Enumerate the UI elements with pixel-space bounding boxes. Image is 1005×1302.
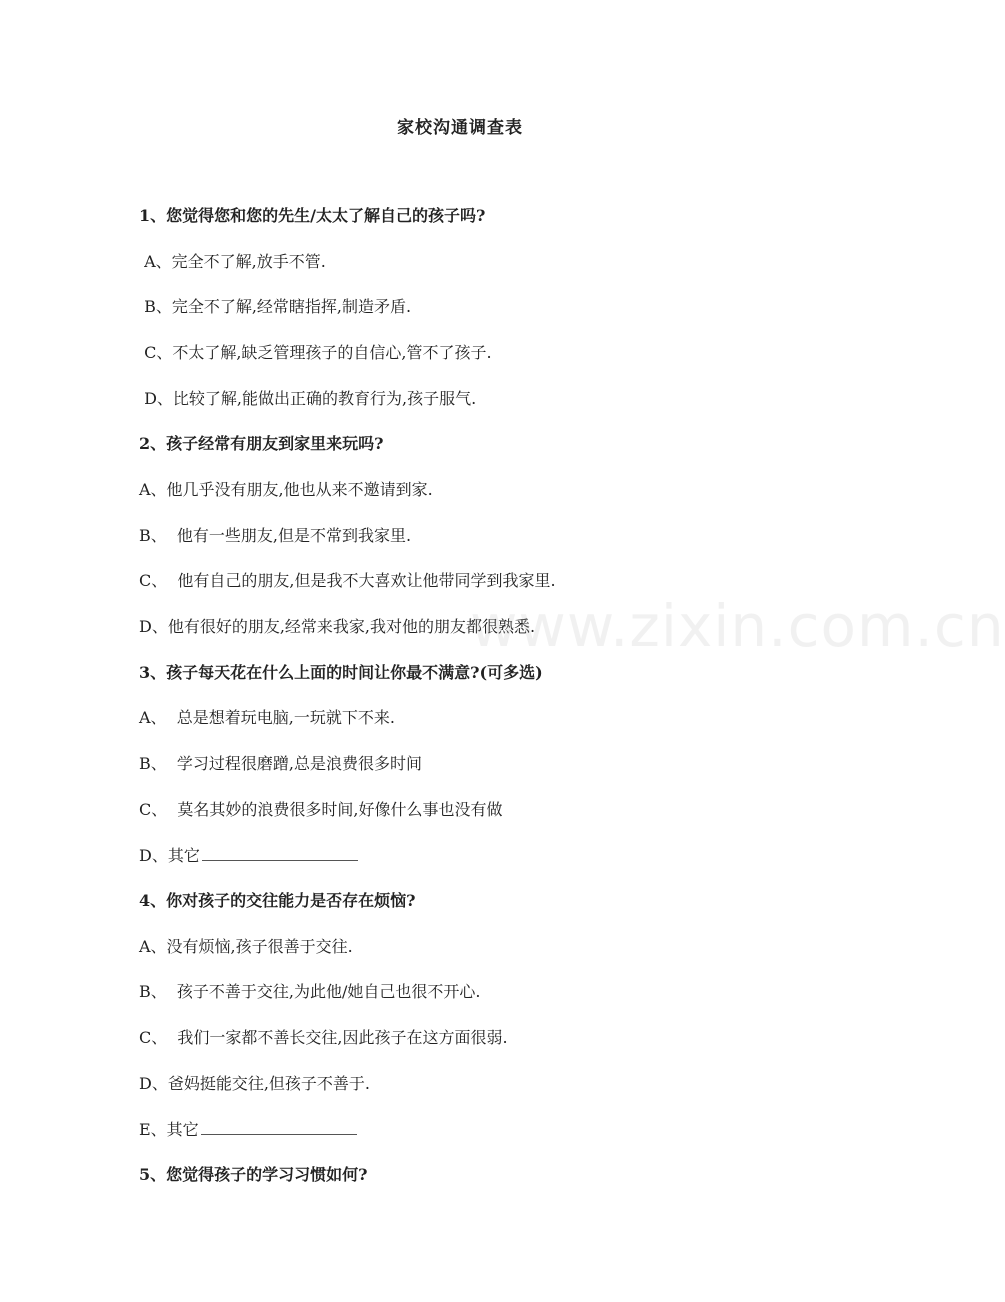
watermark: www.zixin.com.cn — [470, 592, 1005, 660]
page-title: 家校沟通调查表 — [397, 118, 523, 138]
q3-option-a: A、 总是想着玩电脑,一玩就下不来. — [139, 708, 395, 727]
q4-option-d: D、爸妈挺能交往,但孩子不善于. — [139, 1074, 371, 1093]
q3-option-d-label: D、其它 — [139, 846, 200, 865]
q2-option-a: A、他几乎没有朋友,他也从来不邀请到家. — [139, 480, 433, 499]
q4-option-e — [139, 1118, 357, 1141]
q1-option-c: C、不太了解,缺乏管理孩子的自信心,管不了孩子. — [139, 343, 492, 362]
q1-option-a: A、完全不了解,放手不管. — [139, 252, 326, 271]
q1-option-d: D、比较了解,能做出正确的教育行为,孩子服气. — [139, 389, 477, 408]
q3-option-c: C、 莫名其妙的浪费很多时间,好像什么事也没有做 — [139, 800, 503, 819]
q2-option-c: C、 他有自己的朋友,但是我不大喜欢让他带同学到我家里. — [139, 571, 556, 590]
q4-option-e-label: E、其它 — [139, 1120, 199, 1139]
q3-option-d — [139, 844, 358, 867]
q2-option-d: D、他有很好的朋友,经常来我家,我对他的朋友都很熟悉. — [139, 617, 536, 636]
q4-option-c: C、 我们一家都不善长交往,因此孩子在这方面很弱. — [139, 1028, 508, 1047]
q1-option-b: B、完全不了解,经常瞎指挥,制造矛盾. — [139, 297, 412, 316]
question-3: 3、孩子每天花在什么上面的时间让你最不满意?(可多选) — [139, 663, 543, 682]
q4-option-a: A、没有烦恼,孩子很善于交往. — [139, 937, 353, 956]
q4-other-blank[interactable] — [201, 1118, 357, 1135]
q3-option-b: B、 学习过程很磨蹭,总是浪费很多时间 — [139, 754, 423, 773]
q3-other-blank[interactable] — [202, 844, 358, 861]
q4-option-b: B、 孩子不善于交往,为此他/她自己也很不开心. — [139, 982, 481, 1001]
q2-option-b: B、 他有一些朋友,但是不常到我家里. — [139, 526, 412, 545]
question-4: 4、你对孩子的交往能力是否存在烦恼? — [139, 891, 416, 910]
question-5: 5、您觉得孩子的学习习惯如何? — [139, 1165, 368, 1184]
question-1: 1、您觉得您和您的先生/太太了解自己的孩子吗? — [139, 206, 486, 225]
question-2: 2、孩子经常有朋友到家里来玩吗? — [139, 434, 384, 453]
